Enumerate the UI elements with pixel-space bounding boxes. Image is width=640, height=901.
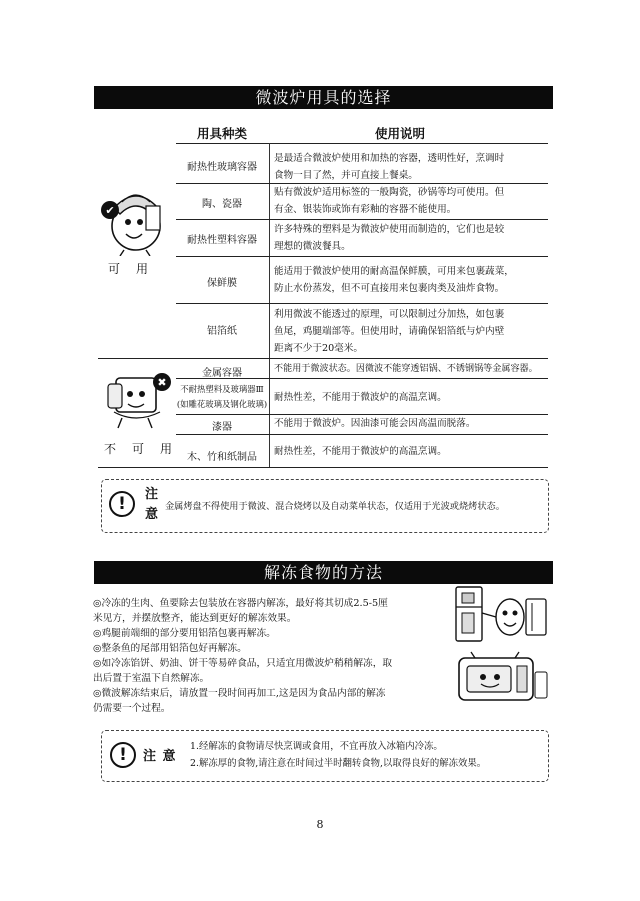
desc-cell: 耐热性差，不能用于微波炉的高温烹调。 — [274, 392, 447, 403]
note-label: 注 意 — [145, 487, 159, 522]
can-use-label: 可 用 — [108, 262, 151, 276]
desc-cell: 许多特殊的塑料是为微波炉使用而制造的，它们也是较 理想的微波餐具。 — [274, 224, 505, 252]
desc-cell: 不能用于微波炉。因油漆可能会因高温而脱落。 — [274, 418, 476, 429]
row-rule — [176, 434, 548, 435]
group-rule — [98, 358, 548, 359]
header-rule — [176, 143, 548, 144]
warning-icon: ! — [110, 742, 136, 768]
microwave-mascot-icon — [455, 650, 551, 706]
type-cell: 保鲜膜 — [207, 278, 237, 289]
instruction-line: 出后置于室温下自然解冻。 — [93, 673, 210, 684]
instruction-line: ◎整条鱼的尾部用铝箔包好再解冻。 — [93, 643, 247, 654]
instruction-line: ◎微波解冻结束后，请放置一段时间再加工,这是因为食品内部的解冻 — [93, 688, 386, 699]
row-rule — [176, 219, 548, 220]
desc-cell: 是最适合微波炉使用和加热的容器，透明性好，烹调时 食物一目了然，并可直接上餐桌。 — [274, 153, 505, 181]
cannot-use-label: 不 可 用 — [104, 442, 175, 456]
cannot-use-mascot-icon — [104, 368, 174, 434]
instruction-line: ◎冷冻的生肉、鱼要除去包装放在容器内解冻，最好将其切成2.5-5厘 — [93, 598, 388, 609]
type-cell: 耐热性塑料容器 — [187, 235, 257, 246]
fridge-mascot-icon — [450, 583, 550, 645]
thaw-instructions — [93, 596, 448, 716]
type-cell: 陶、瓷器 — [202, 199, 242, 210]
section-title: 微波炉用具的选择 — [255, 88, 392, 107]
warning-icon: ! — [109, 491, 135, 517]
row-rule — [176, 256, 548, 257]
type-cell: 漆器 — [212, 422, 232, 433]
type-cell: 铝箔纸 — [207, 326, 237, 337]
instruction-line: 仍需要一个过程。 — [93, 703, 171, 714]
header-usage: 使用说明 — [374, 126, 425, 141]
note-label: 注 意 — [143, 749, 177, 764]
note-text: 1.经解冻的食物请尽快烹调或食用，不宜再放入冰箱内冷冻。 2.解冻厚的食物,请注意在时间过半时翻转食物,以取得良好的解冻效果。 — [190, 741, 487, 769]
desc-cell: 利用微波不能透过的原理，可以限制过分加热，如包裹 鱼尾，鸡腿端部等。但使用时，请确保铝箔纸与炉内壁 距离不少于20毫米。 — [274, 309, 505, 354]
section-title: 解冻食物的方法 — [263, 563, 383, 582]
desc-cell: 耐热性差，不能用于微波炉的高温烹调。 — [274, 446, 447, 457]
svg-text:✔: ✔ — [105, 204, 115, 217]
desc-cell: 不能用于微波状态。因微波不能穿透铝锅、不锈钢锅等金属容器。 — [274, 364, 538, 374]
type-cell: 不耐热塑料及玻璃器Ⅲ (如雕花玻璃及钢化玻璃) — [176, 384, 268, 409]
desc-cell: 能适用于微波炉使用的耐高温保鲜膜，可用来包裹蔬菜， 防止水份蒸发，但不可直接用来包裹肉类及油炸食物。 — [274, 266, 514, 294]
instruction-line: ◎如冷冻馅饼、奶油、饼干等易碎食品，只适宜用微波炉稍稍解冻，取 — [93, 658, 393, 669]
type-cell: 耐热性玻璃容器 — [187, 162, 257, 173]
svg-text:✖: ✖ — [157, 376, 167, 389]
instruction-line: 米见方，并摆放整齐，能达到更好的解冻效果。 — [93, 613, 297, 624]
section-title-bar — [94, 561, 553, 584]
page-number: 8 — [316, 818, 324, 831]
header-type: 用具种类 — [196, 126, 247, 141]
type-cell: 金属容器 — [202, 368, 242, 379]
note-text: 金属烤盘不得使用于微波、混合烧烤以及自动菜单状态，仅适用于光波或烧烤状态。 — [165, 501, 505, 512]
instruction-line: ◎鸡腿前端细的部分要用铝箔包裹再解冻。 — [93, 628, 276, 639]
table-bottom-rule — [98, 467, 548, 468]
section-title-bar — [94, 86, 553, 109]
can-use-mascot-icon — [100, 178, 168, 256]
row-rule — [176, 378, 548, 379]
table-divider — [269, 143, 270, 468]
type-cell: 木、竹和纸制品 — [187, 452, 257, 463]
row-rule — [176, 303, 548, 304]
desc-cell: 贴有微波炉适用标签的一般陶瓷，砂锅等均可使用。但 有金、银装饰或饰有彩釉的容器不能使用。 — [274, 187, 505, 215]
